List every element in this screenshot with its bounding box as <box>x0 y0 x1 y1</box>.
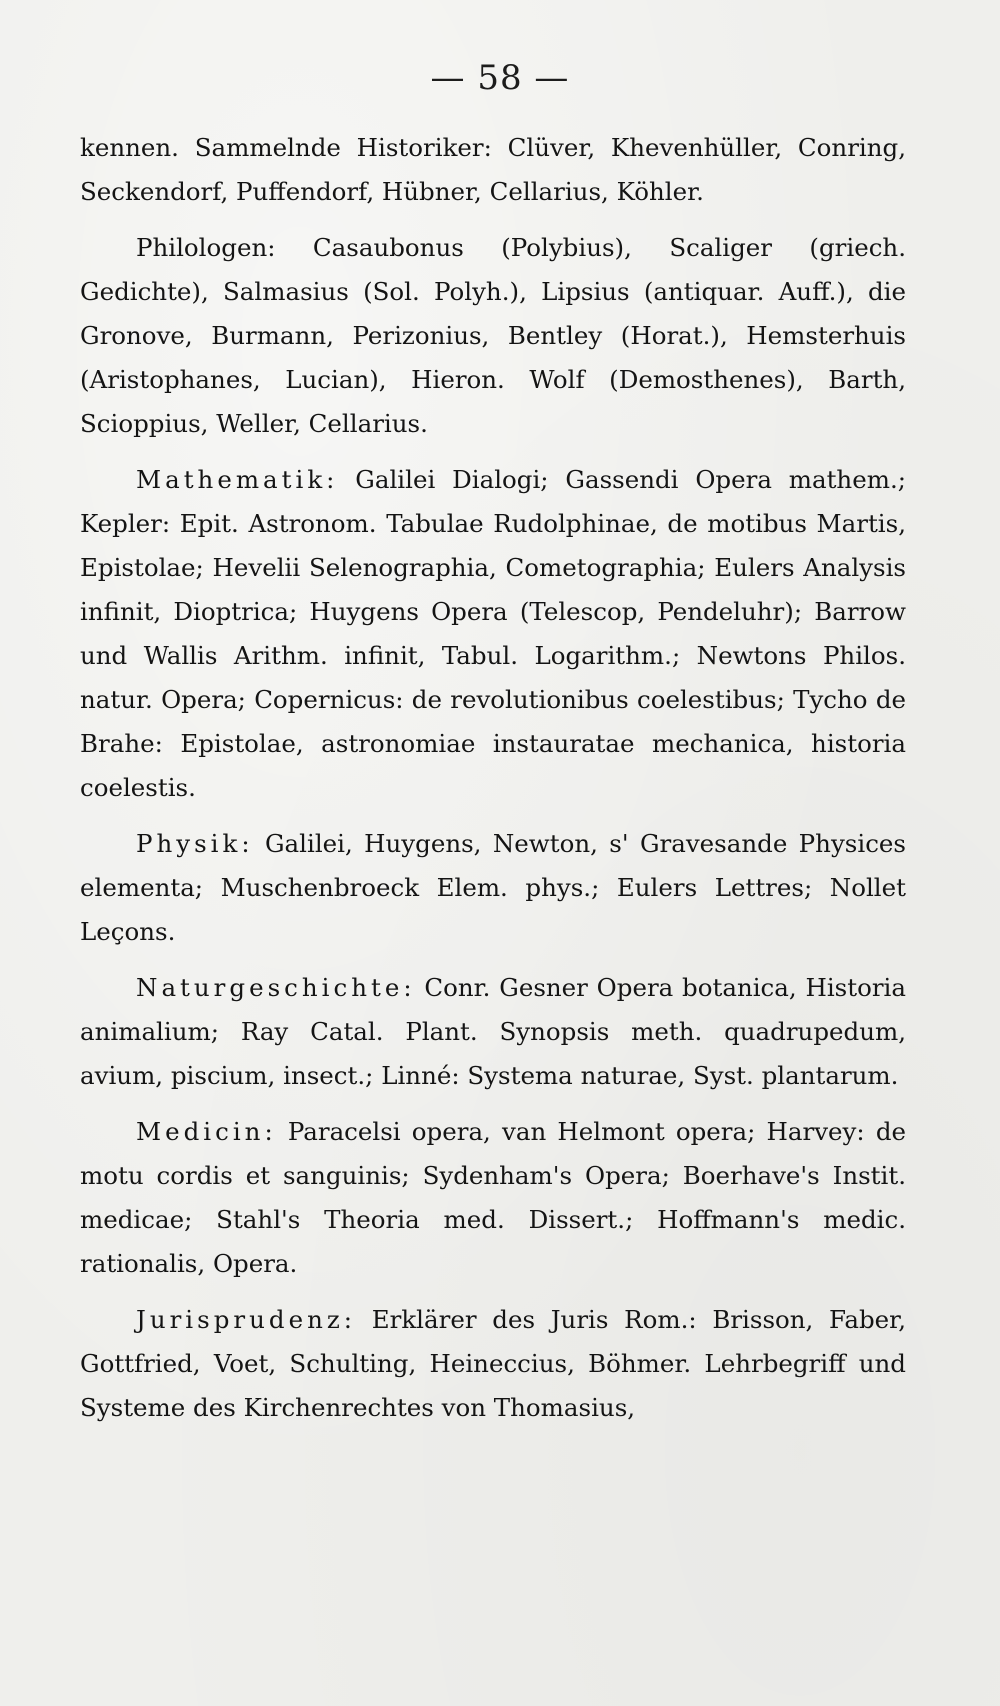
section-heading: Physik: <box>136 829 254 858</box>
section-heading: Medicin: <box>136 1117 277 1146</box>
paragraph-text: Conr. Gesner Opera botanica, Historia animalium; Ray Catal. Plant. Synopsis meth. quadrupedum, avium, piscium, insect.; Linné: Systema naturae, Syst. plantarum. <box>80 973 906 1090</box>
paragraph-medicine <box>80 1110 906 1286</box>
paragraph-text: Galilei Dialogi; Gassendi Opera mathem.; Kepler: Epit. Astronom. Tabulae Rudolphinae, de motibus Martis, Epistolae; Hevelii Selenographia, Cometographia; Eulers Analysis infinit, Dioptrica; Huygens Opera (Telescop, Pendeluhr); Barrow und Wallis Arithm. infinit, Tabul. Logarithm.; Newtons Philos. natur. Opera; Copernicus: de revolutionibus coelestibus; Tycho de Brahe: Epistolae, astronomiae instauratae mechanica, historia coelestis. <box>80 465 906 802</box>
page-body <box>80 126 906 1430</box>
paragraph-physics <box>80 822 906 954</box>
paragraph-text: Casaubonus (Polybius), Scaliger (griech. Gedichte), Salmasius (Sol. Polyh.), Lipsius (antiquar. Auff.), die Gronove, Burmann, Perizonius, Bentley (Horat.), Hemsterhuis (Aristophanes, Lucian), Hieron. Wolf (Demosthenes), Barth, Scioppius, Weller, Cellarius. <box>80 233 906 438</box>
section-heading: Jurisprudenz: <box>136 1305 357 1334</box>
page-number: — 58 — <box>430 58 570 98</box>
section-heading: Mathematik: <box>136 465 339 494</box>
paragraph-jurisprudence <box>80 1298 906 1430</box>
paragraph-text: Galilei, Huygens, Newton, s' Gravesande Physices elementa; Muschenbroeck Elem. phys.; Eulers Lettres; Nollet Leçons. <box>80 829 906 946</box>
paragraph-philologists <box>80 226 906 446</box>
paragraph-mathematics <box>80 458 906 810</box>
paragraph-text: Erklärer des Juris Rom.: Brisson, Faber, Gottfried, Voet, Schulting, Heineccius, Böhmer. Lehrbegriff und Systeme des Kirchenrechtes von Thomasius, <box>80 1305 906 1422</box>
paragraph-text: kennen. Sammelnde Historiker: Clüver, Khevenhüller, Conring, Seckendorf, Puffendorf, Hübner, Cellarius, Köhler. <box>80 133 906 206</box>
paragraph-natural-history <box>80 966 906 1098</box>
paragraph-text: Paracelsi opera, van Helmont opera; Harvey: de motu cordis et sanguinis; Sydenham's Opera; Boerhave's Instit. medicae; Stahl's Theoria med. Dissert.; Hoffmann's medic. rationalis, Opera. <box>80 1117 906 1278</box>
section-heading: Philologen: <box>136 233 276 262</box>
section-heading: Naturgeschichte: <box>136 973 416 1002</box>
paragraph-historians <box>80 126 906 214</box>
